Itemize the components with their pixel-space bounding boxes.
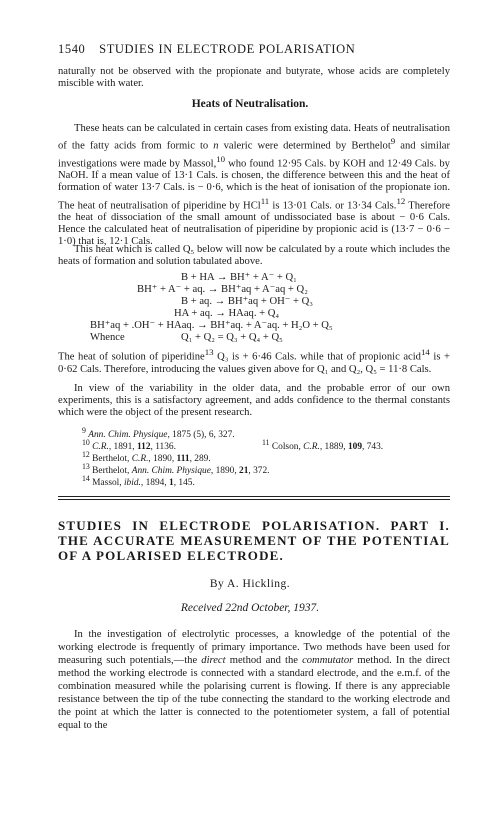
- footnote-number: 11: [262, 438, 270, 447]
- paragraph-route: This heat which is called Q₅ below will now be calculated by a route which includes the heats of formation and solution tabulated above.: [58, 244, 450, 268]
- footnote-text: , 372.: [248, 466, 270, 477]
- footnote-journal: C.R.: [92, 442, 109, 453]
- text-run: In the investigation of electrolytic processes, a knowledge of the potential of the working electrode is frequently of primary importance. Two methods have been used for measuring such potentials,—the: [58, 629, 450, 666]
- equation-4: HA + aq. → HAaq. + Q₄: [174, 308, 280, 319]
- text-run: method and the: [225, 655, 303, 666]
- equation-6: Q₁ + Q₂ = Q₃ + Q₄ + Q₅: [181, 332, 283, 343]
- paragraph-conclusion: In view of the variability in the older data, and the probable error of our own experiments, this is a satisfactory agreement, and adds confidence to the thermal constants which were the object of the present research.: [58, 383, 450, 419]
- footnote-author: Colson,: [271, 442, 304, 453]
- footnote-journal: C.R.: [131, 454, 149, 465]
- text-run: and similar investigations were made by Massol,: [58, 140, 451, 170]
- footnote-author: Berthelot,: [92, 454, 132, 465]
- footnote-text: , 1891,: [108, 442, 137, 453]
- footnote-number: 14: [82, 474, 90, 483]
- author-name: A. Hickling.: [226, 578, 291, 590]
- footnote-volume: 21: [239, 466, 249, 477]
- footnote-text: , 145.: [173, 478, 195, 489]
- footnote-text: , 1890,: [210, 466, 240, 477]
- page-header: [58, 42, 355, 57]
- footnote-text: , 1894,: [140, 478, 170, 489]
- section-divider-bottom: [58, 499, 450, 500]
- equation-2: BH⁺ + A⁻ + aq. → BH⁺aq + A⁻aq + Q₂: [137, 284, 308, 295]
- footnote-number: 13: [82, 462, 90, 471]
- footnote-volume: 111: [176, 454, 190, 465]
- paragraph-heats: [58, 123, 450, 248]
- section-heading: Heats of Neutralisation.: [191, 98, 309, 110]
- text-run: The heat of solution of piperidine: [58, 351, 205, 363]
- footnote-text: , 1890,: [148, 454, 177, 465]
- text-run: is + 0·62 Cals. Therefore, introducing the values given above for Q₁ and Q₂, Q₅ = 11·8 Cals.: [58, 351, 450, 375]
- text-run: n: [213, 140, 219, 152]
- whence-label: Whence: [90, 332, 125, 343]
- footnote-14: [82, 473, 195, 489]
- text-run: Q₃ is + 6·46 Cals. while that of propionic acid: [213, 351, 421, 363]
- page-number: 1540: [58, 42, 86, 56]
- footnote-ref: 10: [216, 153, 226, 164]
- author-line: [0, 578, 500, 590]
- text-run: commutator: [302, 655, 354, 666]
- running-title: STUDIES IN ELECTRODE POLARISATION: [99, 42, 356, 56]
- footnote-journal: C.R.: [303, 442, 320, 453]
- footnote-volume: 109: [347, 442, 363, 453]
- footnote-11: [262, 437, 383, 453]
- footnote-journal: Ann. Chim. Physique: [88, 430, 168, 441]
- text-run: direct: [201, 655, 226, 666]
- received-date: Received 22nd October, 1937.: [180, 602, 320, 614]
- footnote-ref: 12: [396, 195, 406, 206]
- footnote-text: , 743.: [362, 442, 384, 453]
- footnote-volume: 112: [136, 442, 151, 453]
- footnote-journal: Ann. Chim. Physique: [131, 466, 211, 477]
- footnote-ref: 13: [204, 347, 214, 357]
- footnote-ref: 14: [420, 347, 430, 357]
- equation-1: B + HA → BH⁺ + A⁻ + Q₁: [181, 272, 297, 283]
- footnote-journal: ibid.: [123, 478, 141, 489]
- article-body: [58, 628, 450, 732]
- paragraph-solution-heat: [58, 346, 450, 376]
- text-run: valeric were determined by Berthelot: [218, 140, 391, 152]
- text-run: who found 12·95 Cals. by KOH and 12·49 Cals. by NaOH. If a mean value of 13·1 Cals. is chosen, the difference between this and the heat of formation of water 13·7 Cals. is − 0·6, which is the heat of ionisation of the propionate ion. The heat of neutralisation of piperidine by HCl: [58, 158, 450, 212]
- footnote-author: Berthelot,: [92, 466, 132, 477]
- equation-3: B + aq. → BH⁺aq + OH⁻ + Q₃: [181, 296, 313, 307]
- footnote-ref: 9: [390, 136, 396, 147]
- footnote-author: Massol,: [92, 478, 124, 489]
- footnote-volume: 1: [169, 478, 174, 489]
- footnote-ref: 11: [260, 195, 270, 206]
- footnote-number: 12: [82, 450, 90, 459]
- equation-5: BH⁺aq + .OH⁻ + HAaq. → BH⁺aq. + A⁻aq. + H₂O + Q₅: [90, 320, 333, 331]
- author-prefix: By: [209, 578, 225, 590]
- article-title: STUDIES IN ELECTRODE POLARISATION. PART I. THE ACCURATE MEASUREMENT OF THE POTENTIAL OF A POLARISED ELECTRODE.: [58, 518, 450, 563]
- continued-paragraph: naturally not be observed with the propionate and butyrate, whose acids are completely miscible with water.: [58, 66, 450, 90]
- footnote-number: 9: [82, 426, 86, 435]
- section-divider-top: [58, 496, 450, 497]
- text-run: Therefore the heat of dissociation of the small amount of undissociated base is about − 0·6 Cals. Hence the calculated heat of neutralisation of piperidine by propionic acid is (13·7 − 0·6 − 1·0) that is, 12·1 Cals.: [58, 200, 450, 248]
- text-run: method. In the direct method the working electrode is connected with a standard electrode, and the e.m.f. of the combination measured while the polarising current is flowing. If there is any appreciable resistance between the tip of the tube connecting the standard to the working electrode and the point at which the latter is connected to the potentiometer system, a fall of potential equal to the: [58, 655, 451, 731]
- footnote-text: , 289.: [189, 454, 211, 465]
- footnote-text: , 1136.: [150, 442, 176, 453]
- footnote-text: , 1889,: [319, 442, 348, 453]
- text-run: These heats can be calculated in certain cases from existing data. Heats of neutralisation of the fatty acids from formic to: [58, 123, 450, 152]
- footnote-number: 10: [82, 438, 90, 447]
- text-run: is 13·01 Cals. or 13·34 Cals.: [269, 200, 397, 212]
- footnote-text: , 1875 (5), 6, 327.: [167, 430, 235, 441]
